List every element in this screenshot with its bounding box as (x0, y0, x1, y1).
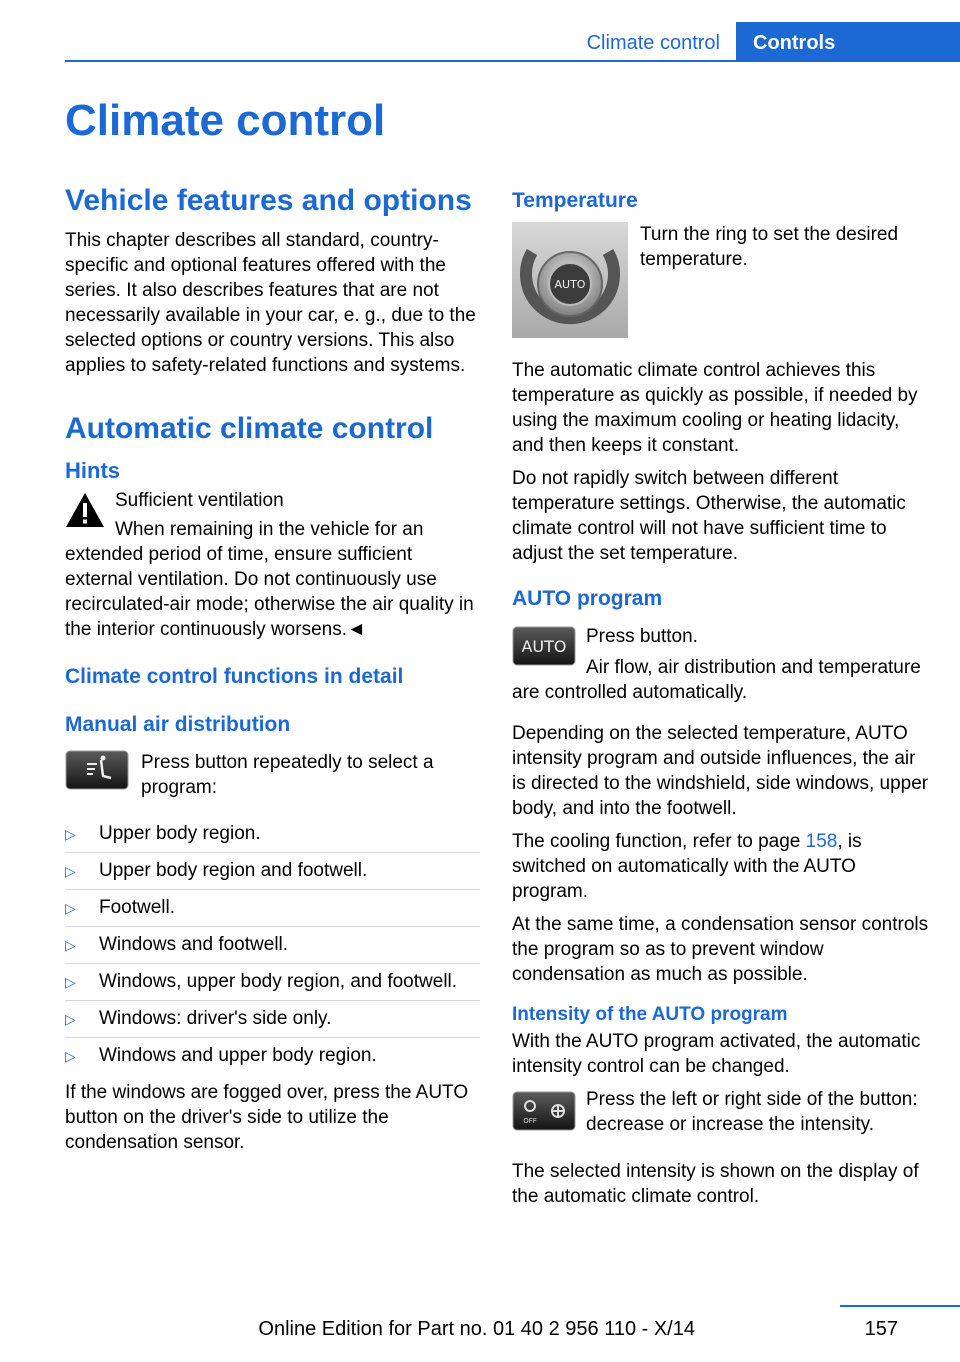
left-column (65, 180, 480, 1163)
auto-button-icon (512, 626, 576, 666)
auto-caption-2: Air flow, air distribution and temperature are controlled automatically. (512, 657, 921, 703)
temperature-caption: Turn the ring to set the desired temperature. (640, 224, 899, 270)
bullet-triangle-icon: ▷ (65, 1048, 76, 1064)
intensity-text-1: With the AUTO program activated, the automatic intensity control can be changed. (512, 1031, 921, 1077)
intensity-block (512, 1087, 932, 1137)
page-title: Climate control (65, 96, 386, 145)
intensity-button-label: OFF (523, 1117, 537, 1125)
footer-rule (840, 1305, 960, 1307)
auto-button-label: AUTO (521, 637, 567, 656)
manual-distribution-block (65, 750, 480, 800)
temperature-knob-image (512, 222, 628, 338)
warning-text: When remaining in the vehicle for an extended period of time, ensure sufficient external ventilation. Do not continuously use recirculated-air mode; otherwise the air quality in the interior continuously worsens.◄ (65, 519, 474, 640)
list-item: ▷ Footwell. (65, 896, 480, 927)
temperature-block (512, 222, 932, 291)
list-item: ▷ Windows and footwell. (65, 933, 480, 964)
intensity-heading: Intensity of the AUTO program (512, 1004, 788, 1025)
right-column (512, 186, 932, 1217)
vehicle-features-text: This chapter describes all standard, country-specific and optional features offered with the series. It also describes features that are not necessarily available in your car, e. g., due to the selected options or country versions. This also applies to safety-related functions and systems. (65, 230, 476, 376)
fogged-windows-text: If the windows are fogged over, press the AUTO button on the driver's side to utilize the condensation sensor. (65, 1082, 469, 1153)
list-item: ▷ Windows and upper body region. (65, 1045, 377, 1066)
functions-heading: Climate control functions in detail (65, 665, 404, 688)
header-rule (65, 60, 960, 62)
auto-program-block (512, 624, 932, 705)
page-number: 157 (864, 1318, 898, 1340)
manual-distribution-heading: Manual air distribution (65, 713, 291, 736)
warning-triangle-icon (65, 492, 105, 528)
air-distribution-button-icon (65, 750, 129, 790)
list-item: ▷ Upper body region. (65, 822, 480, 853)
intensity-caption: Press the left or right side of the button: decrease or increase the intensity. (586, 1089, 918, 1135)
hints-heading: Hints (65, 458, 120, 483)
vehicle-features-heading: Vehicle features and options (65, 184, 472, 217)
intensity-button-icon (512, 1091, 576, 1131)
bullet-triangle-icon: ▷ (65, 974, 76, 990)
intensity-text-2: The selected intensity is shown on the display of the automatic climate control. (512, 1161, 919, 1207)
bullet-triangle-icon: ▷ (65, 900, 76, 916)
auto-caption-1: Press button. (586, 626, 698, 647)
auto-program-heading: AUTO program (512, 587, 663, 610)
bullet-triangle-icon: ▷ (65, 863, 76, 879)
bullet-triangle-icon: ▷ (65, 937, 76, 953)
list-item: ▷ Upper body region and footwell. (65, 859, 480, 890)
bullet-triangle-icon: ▷ (65, 1011, 76, 1027)
auto-text-3: At the same time, a condensation sensor controls the program so as to prevent window condensation as much as possible. (512, 914, 929, 985)
header-tab: Controls (736, 22, 960, 62)
auto-text-2: The cooling function, refer to page 158, is switched on automatically with the AUTO program. (512, 831, 862, 902)
automatic-climate-heading: Automatic climate control (65, 412, 434, 445)
warning-title: Sufficient ventilation (115, 490, 284, 511)
list-item: ▷ Windows: driver's side only. (65, 1007, 480, 1038)
auto-text-1: Depending on the selected temperature, AUTO intensity program and outside influences, the air is directed to the windshield, side windows, upper body, and into the footwell. (512, 723, 929, 819)
program-list (65, 822, 480, 1074)
page-reference-link[interactable]: 158 (805, 831, 838, 852)
temperature-knob-label: AUTO (554, 278, 586, 291)
manual-distribution-text: Press button repeatedly to select a program: (141, 752, 434, 798)
list-item: ▷ Windows, upper body region, and footwell. (65, 970, 480, 1001)
bullet-triangle-icon: ▷ (65, 826, 76, 842)
warning-block (65, 488, 480, 642)
temperature-heading: Temperature (512, 189, 638, 212)
header-section-title: Climate control (586, 32, 720, 54)
temperature-text-2: Do not rapidly switch between different temperature settings. Otherwise, the automatic climate control will not have sufficient time to adjust the set temperature. (512, 468, 906, 564)
edition-note: Online Edition for Part no. 01 40 2 956 110 - X/14 (258, 1318, 695, 1340)
temperature-text-1: The automatic climate control achieves this temperature as quickly as possible, if needed by using the maximum cooling or heating lidacity, and then keeps it constant. (512, 360, 918, 456)
